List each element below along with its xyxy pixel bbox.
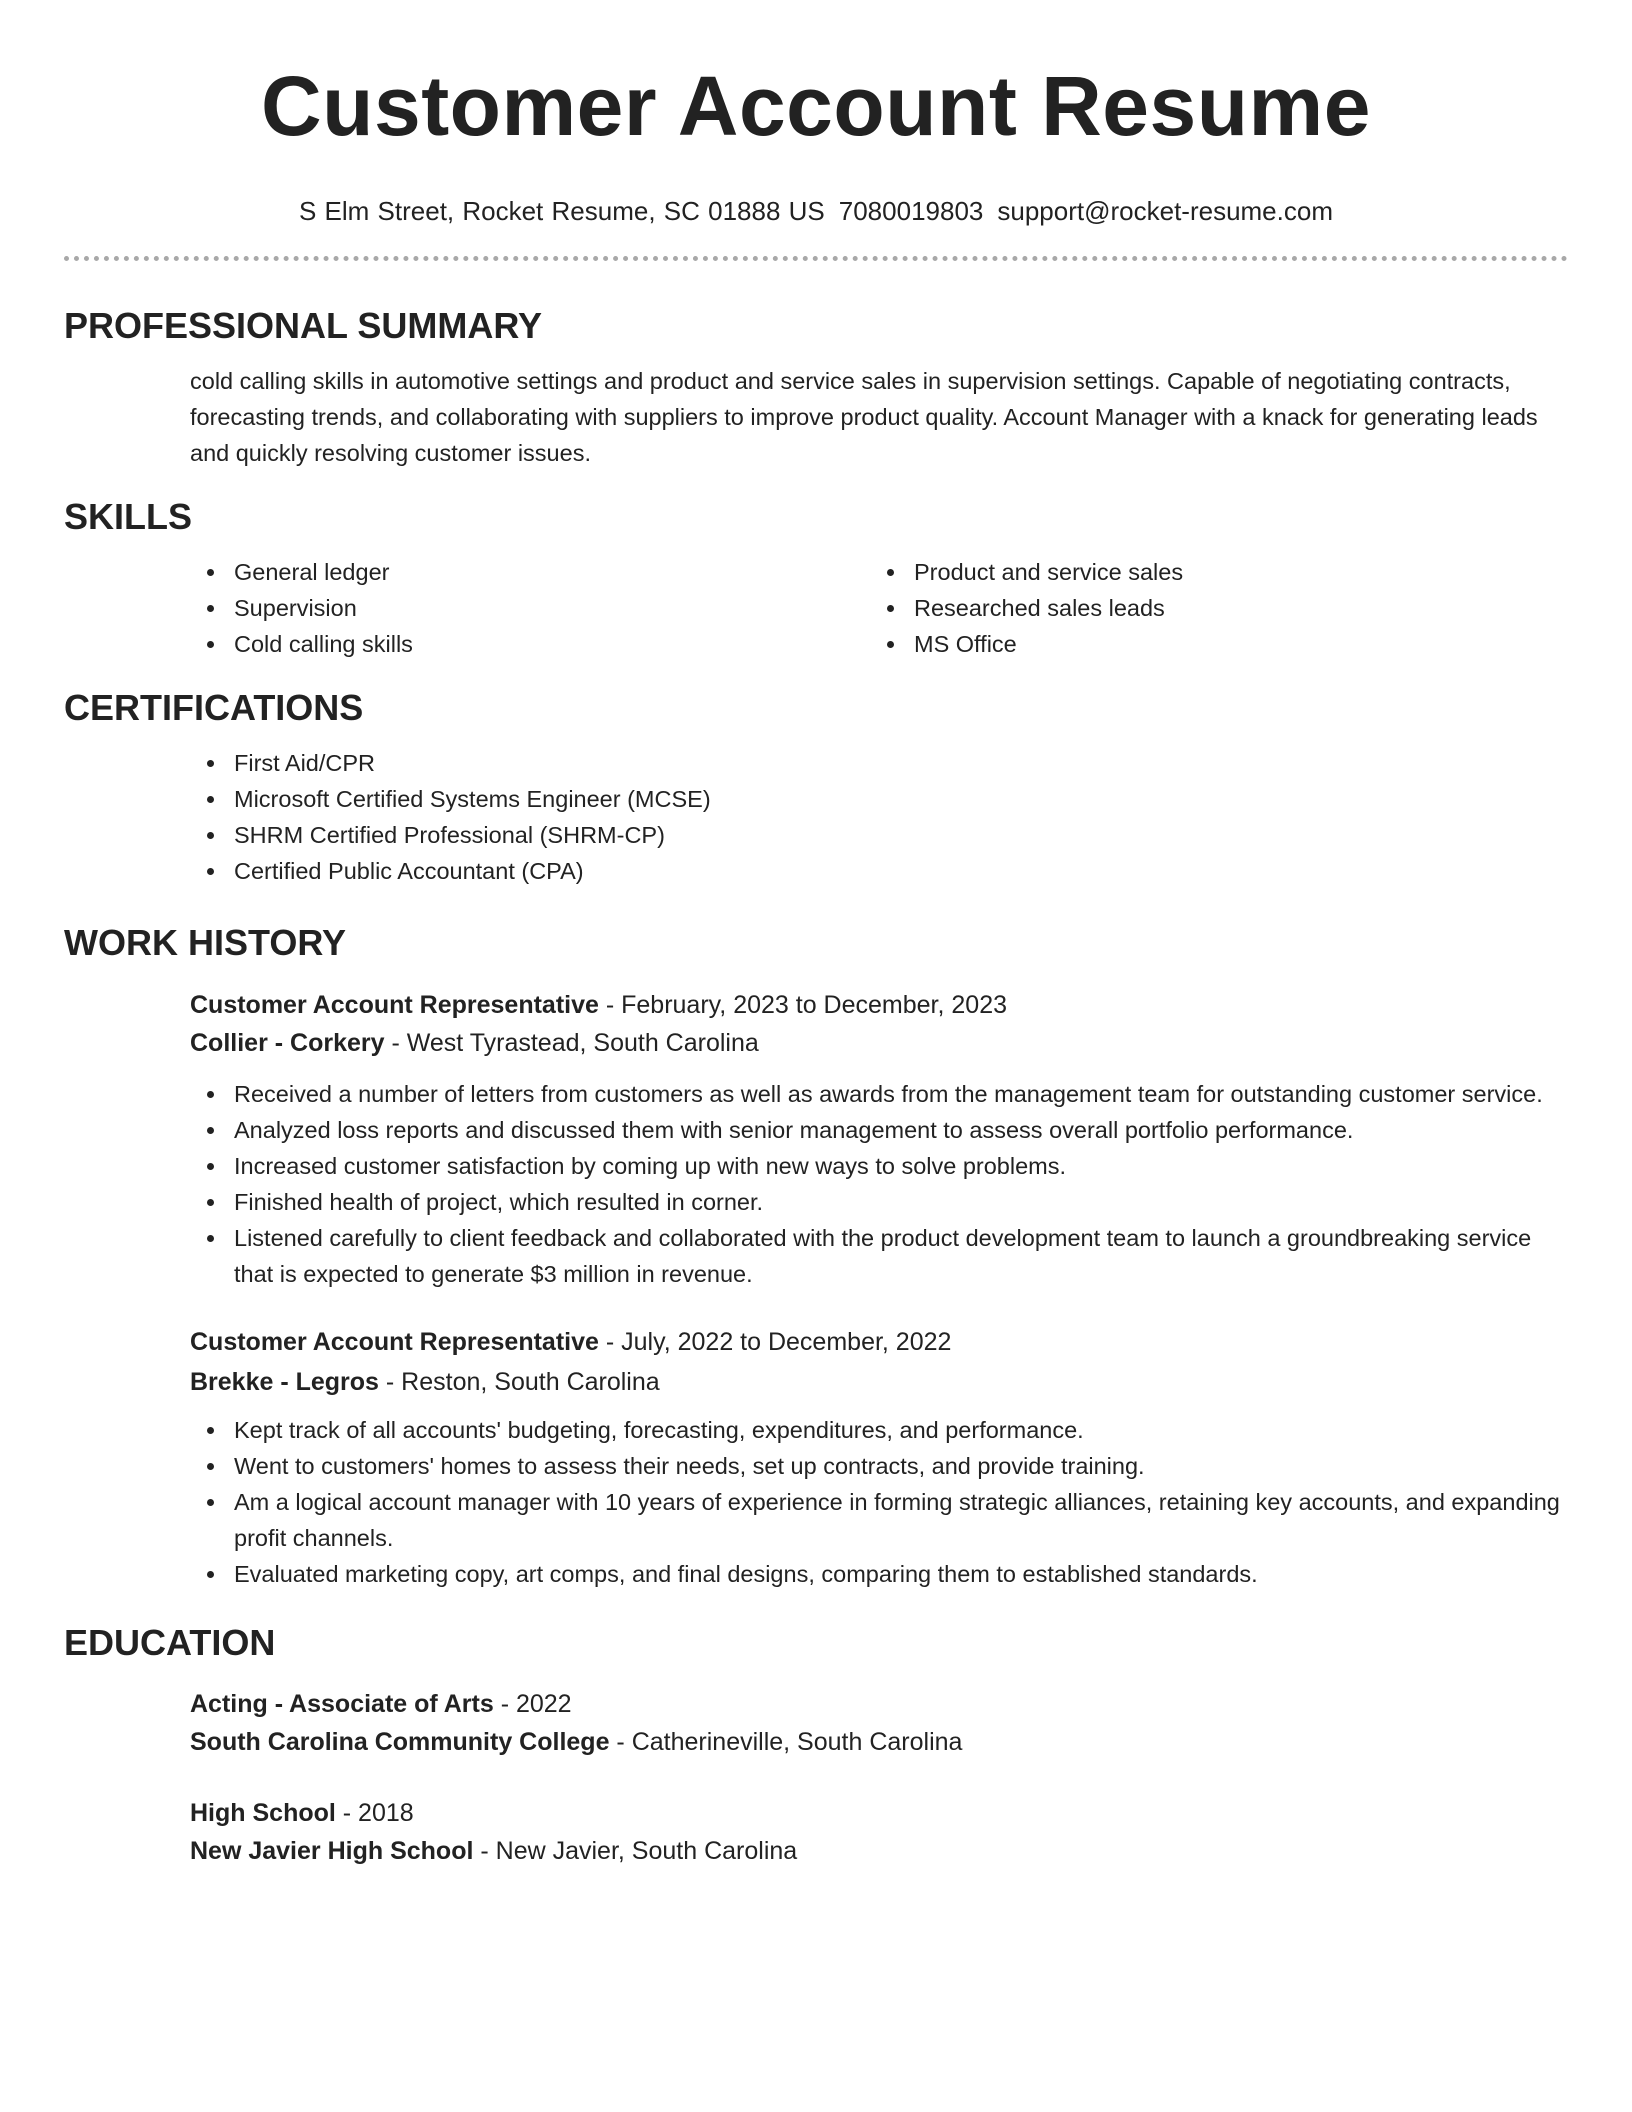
education-degree-line <box>190 1685 1568 1723</box>
certifications-list <box>190 745 1568 889</box>
job-company: Brekke - Legros <box>190 1368 379 1396</box>
education-school: South Carolina Community College <box>190 1728 610 1756</box>
job-role: Customer Account Representative <box>190 1328 599 1356</box>
skills-column-left <box>190 554 870 662</box>
certification-item: SHRM Certified Professional (SHRM-CP) <box>190 817 1568 853</box>
job-bullets <box>190 1412 1568 1592</box>
job-title-line <box>190 1323 1568 1361</box>
contact-line <box>64 196 1568 226</box>
job-location: - West Tyrastead, South Carolina <box>384 1029 759 1057</box>
work-history-heading: WORK HISTORY <box>64 922 347 963</box>
certifications-heading: CERTIFICATIONS <box>64 687 364 728</box>
education-degree: Acting - Associate of Arts <box>190 1690 494 1718</box>
education-school-line <box>190 1723 1568 1761</box>
job-company-line <box>190 1024 1568 1062</box>
skills-list <box>190 554 1568 662</box>
education-heading: EDUCATION <box>64 1622 276 1663</box>
skills-column-right <box>870 554 1550 662</box>
job-location: - Reston, South Carolina <box>378 1368 660 1396</box>
job-bullet: Evaluated marketing copy, art comps, and final designs, comparing them to established standards. <box>190 1556 1568 1592</box>
job-dates: - February, 2023 to December, 2023 <box>598 991 1007 1019</box>
contact-address: S Elm Street, Rocket Resume, SC 01888 US <box>298 196 825 226</box>
job-role: Customer Account Representative <box>190 991 599 1019</box>
skills-heading: SKILLS <box>64 496 193 537</box>
education-entry <box>190 1685 1568 1761</box>
job-bullet: Finished health of project, which resulted in corner. <box>190 1184 1568 1220</box>
skill-item: General ledger <box>190 554 870 590</box>
header-divider <box>64 256 1568 261</box>
education-degree: High School <box>190 1799 336 1827</box>
contact-phone: 7080019803 <box>838 196 984 226</box>
skill-item: Product and service sales <box>870 554 1550 590</box>
skill-item: Supervision <box>190 590 870 626</box>
job-bullet: Received a number of letters from customers as well as awards from the management team for outstanding customer service. <box>190 1076 1568 1112</box>
job-bullet: Kept track of all accounts' budgeting, forecasting, expenditures, and performance. <box>190 1412 1568 1448</box>
job-bullet: Listened carefully to client feedback and collaborated with the product development team to launch a groundbreaking service that is expected to generate $3 million in revenue. <box>190 1220 1568 1292</box>
job-title-line <box>190 986 1568 1024</box>
resume-page <box>64 0 1568 2112</box>
education-location: - Catherineville, South Carolina <box>609 1728 963 1756</box>
contact-email: support@rocket-resume.com <box>997 196 1333 226</box>
job-entry <box>190 986 1568 1292</box>
resume-title: Customer Account Resume <box>261 59 1371 153</box>
job-bullet: Am a logical account manager with 10 years of experience in forming strategic alliances, retaining key accounts, and expanding profit channels. <box>190 1484 1568 1556</box>
skill-item: Cold calling skills <box>190 626 870 662</box>
summary-text: cold calling skills in automotive settings and product and service sales in supervision settings. Capable of negotiating contracts, forecasting trends, and collaborating with suppliers to improve product quality. Account Manager with a knack for generating leads and quickly resolving customer issues. <box>190 368 1538 466</box>
job-bullet: Increased customer satisfaction by coming up with new ways to solve problems. <box>190 1148 1568 1184</box>
summary-heading: PROFESSIONAL SUMMARY <box>64 305 543 346</box>
job-bullet: Went to customers' homes to assess their needs, set up contracts, and provide training. <box>190 1448 1568 1484</box>
certification-item: Microsoft Certified Systems Engineer (MCSE) <box>190 781 1568 817</box>
job-company-line <box>190 1363 1568 1401</box>
skill-item: Researched sales leads <box>870 590 1550 626</box>
education-year: - 2022 <box>493 1690 572 1718</box>
education-location: - New Javier, South Carolina <box>473 1837 798 1865</box>
certification-item: Certified Public Accountant (CPA) <box>190 853 1568 889</box>
job-bullet: Analyzed loss reports and discussed them with senior management to assess overall portfolio performance. <box>190 1112 1568 1148</box>
education-degree-line <box>190 1794 1568 1832</box>
job-company: Collier - Corkery <box>190 1029 385 1057</box>
job-entry <box>190 1323 1568 1592</box>
education-entry <box>190 1794 1568 1870</box>
certification-item: First Aid/CPR <box>190 745 1568 781</box>
skill-item: MS Office <box>870 626 1550 662</box>
education-year: - 2018 <box>335 1799 414 1827</box>
job-dates: - July, 2022 to December, 2022 <box>598 1328 952 1356</box>
education-school: New Javier High School <box>190 1837 474 1865</box>
education-school-line <box>190 1832 1568 1870</box>
job-bullets <box>190 1076 1568 1292</box>
